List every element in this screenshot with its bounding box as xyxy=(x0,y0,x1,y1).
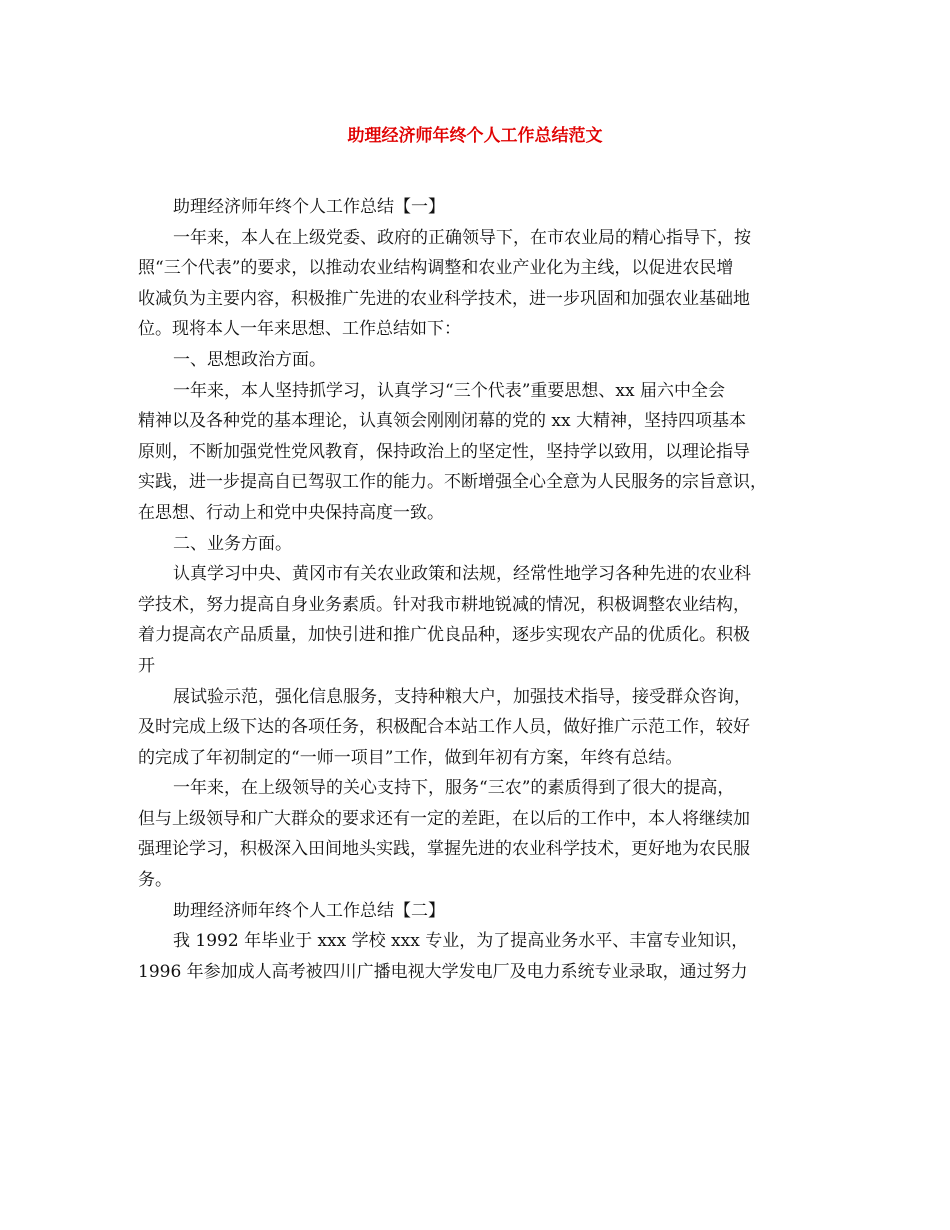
paragraph xyxy=(138,223,828,345)
text-line: 照“三个代表”的要求，以推动农业结构调整和农业产业化为主线，以促进农民增 xyxy=(138,258,734,279)
text-line: 收减负为主要内容，积极推广先进的农业科学技术，进一步巩固和加强农业基础地 xyxy=(138,288,750,309)
text-line: 学技术，努力提高自身业务素质。针对我市耕地锐减的情况，积极调整农业结构， xyxy=(138,594,750,615)
section-heading xyxy=(138,345,828,376)
text-line: 展试验示范，强化信息服务，支持种粮大户，加强技术指导，接受群众咨询， xyxy=(173,686,751,707)
paragraph xyxy=(138,559,828,681)
text-line: 务。 xyxy=(138,870,172,891)
section-heading xyxy=(138,529,828,560)
text-line: 我 1992 年毕业于 xxx 学校 xxx 专业，为了提高业务水平、丰富专业知识， xyxy=(173,931,749,952)
text-line: 及时完成上级下达的各项任务，积极配合本站工作人员，做好推广示范工作，较好 xyxy=(138,717,750,738)
text-line: 着力提高农产品质量，加快引进和推广优良品种，逐步实现农产品的优质化。积极 xyxy=(138,625,750,646)
paragraph xyxy=(138,773,828,895)
text-line: 位。现将本人一年来思想、工作总结如下： xyxy=(138,319,461,340)
text-line: 一年来，在上级领导的关心支持下，服务“三农”的素质得到了很大的提高， xyxy=(173,778,735,799)
text-line: 精神以及各种党的基本理论，认真领会刚刚闭幕的党的 xx 大精神，坚持四项基本 xyxy=(138,411,746,432)
text-line: 助理经济师年终个人工作总结【二】 xyxy=(173,900,445,921)
text-line: 在思想、行动上和党中央保持高度一致。 xyxy=(138,502,444,523)
text-line: 二、业务方面。 xyxy=(173,533,292,554)
text-line: 一年来，本人在上级党委、政府的正确领导下，在市农业局的精心指导下，按 xyxy=(173,227,751,248)
section-heading xyxy=(138,896,828,927)
text-line: 一、思想政治方面。 xyxy=(173,349,326,370)
document-body xyxy=(138,192,828,987)
text-line: 的完成了年初制定的“一师一项目”工作，做到年初有方案，年终有总结。 xyxy=(138,747,683,768)
text-line: 强理论学习，积极深入田间地头实践，掌握先进的农业科学技术，更好地为农民服 xyxy=(138,839,750,860)
paragraph xyxy=(138,682,828,774)
paragraph xyxy=(138,926,828,987)
text-line: 原则，不断加强党性党风教育，保持政治上的坚定性，坚持学以致用，以理论指导 xyxy=(138,441,750,462)
text-line: 1996 年参加成人高考被四川广播电视大学发电厂及电力系统专业录取，通过努力 xyxy=(138,961,748,982)
text-line: 助理经济师年终个人工作总结【一】 xyxy=(173,197,445,217)
text-line: 一年来，本人坚持抓学习，认真学习“三个代表”重要思想、xx 届六中全会 xyxy=(173,380,725,401)
section-heading xyxy=(138,192,828,223)
paragraph xyxy=(138,376,828,529)
text-line: 但与上级领导和广大群众的要求还有一定的差距，在以后的工作中，本人将继续加 xyxy=(138,808,750,829)
text-line: 实践，进一步提高自已驾驭工作的能力。不断增强全心全意为人民服务的宗旨意识， xyxy=(138,472,767,493)
document-title: 助理经济师年终个人工作总结范文 xyxy=(347,126,603,146)
text-line: 认真学习中央、黄冈市有关农业政策和法规，经常性地学习各种先进的农业科 xyxy=(173,564,751,585)
text-line: 开 xyxy=(138,655,155,676)
